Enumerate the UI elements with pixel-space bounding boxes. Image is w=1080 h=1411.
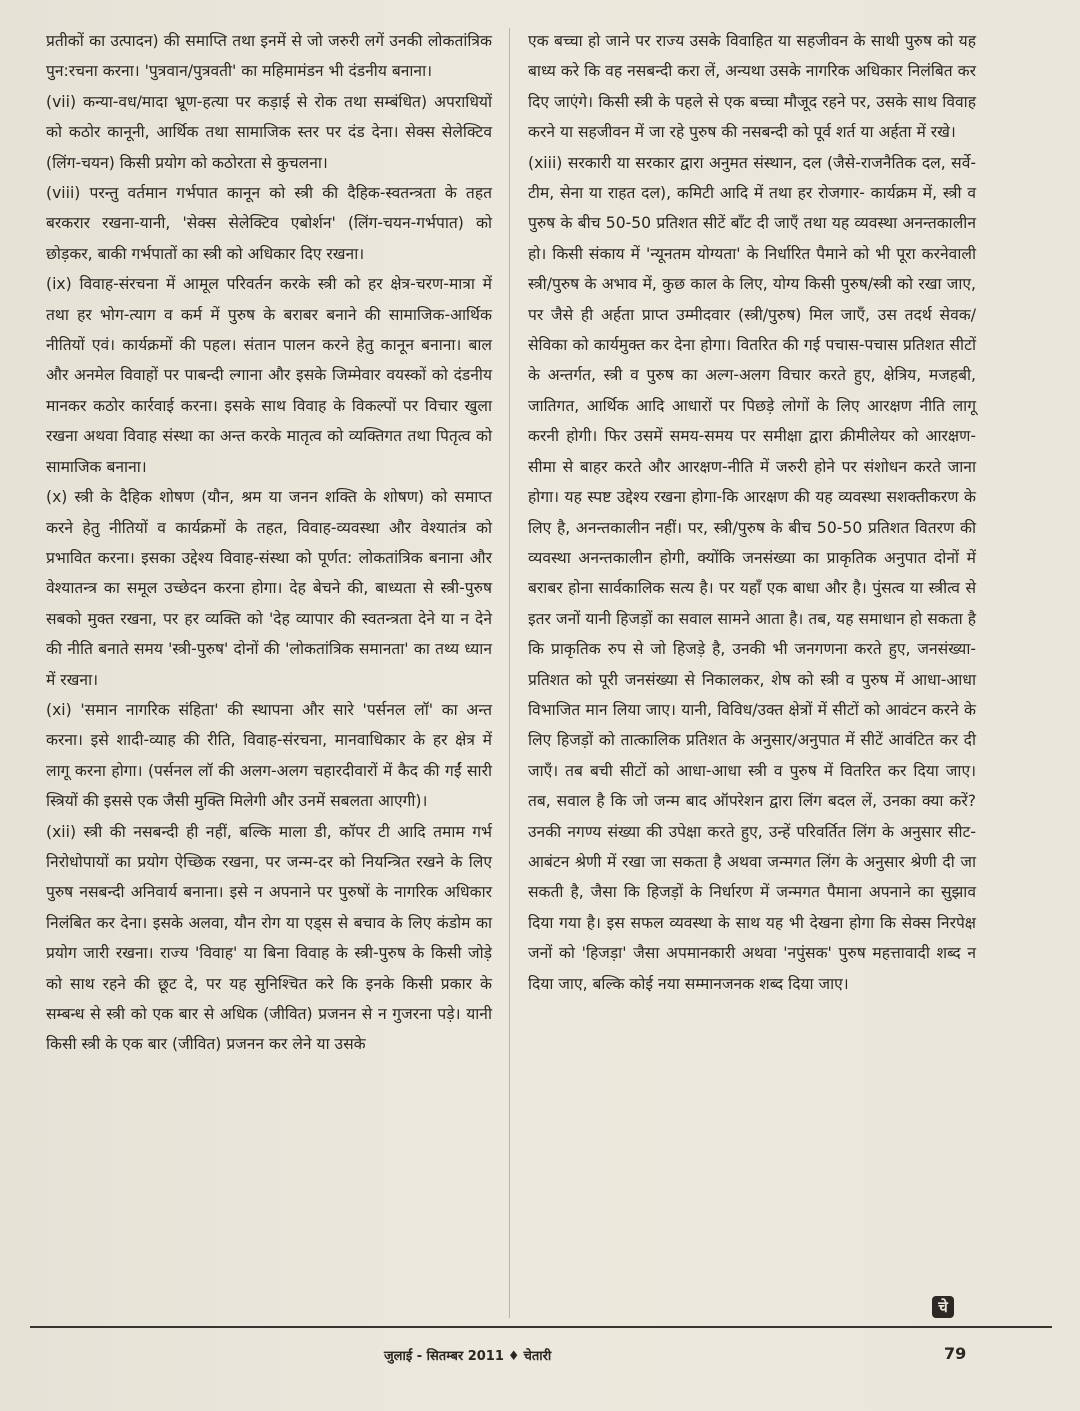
right-column	[528, 26, 976, 999]
column-divider	[509, 28, 510, 1318]
paragraph: (xi) 'समान नागरिक संहिता' की स्थापना और सारे 'पर्सनल लॉ' का अन्त करना। इसे शादी-व्याह की रीति, विवाह-संरचना, मानवाधिकार के हर क्षेत्र में लागू करना होगा। (पर्सनल लॉ की अलग-अलग चहारदीवारों में कैद की गईं सारी स्त्रियों की इससे एक जैसी मुक्ति मिलेगी और उनमें सबलता आएगी)।	[46, 700, 492, 811]
paragraph: (xii) स्त्री की नसबन्दी ही नहीं, बल्कि माला डी, कॉपर टी आदि तमाम गर्भ निरोधोपायों का प्रयोग ऐच्छिक रखना, पर जन्म-दर को नियन्त्रित रखने के लिए पुरुष नसबन्दी अनिवार्य बनाना। इसे न अपनाने पर पुरुषों के नागरिक अधिकार निलंबित कर देना। इसके अलवा, यौन रोग या एड्स से बचाव के लिए कंडोम का प्रयोग जारी रखना। राज्य 'विवाह' या बिना विवाह के स्त्री-पुरुष के किसी जोड़े को साथ रहने की छूट दे, पर यह सुनिश्चित करे कि इनके किसी प्रकार के सम्बन्ध से स्त्री को एक बार से अधिक (जीवित) प्रजनन से न गुजरना पड़े। यानी किसी स्त्री के एक बार (जीवित) प्रजनन कर लेने या उसके	[46, 822, 492, 1054]
paragraph: (ix) विवाह-संरचना में आमूल परिवर्तन करके स्त्री को हर क्षेत्र-चरण-मात्रा में तथा हर भोग-त्याग व कर्म में पुरुष के बराबर बनाने की सामाजिक-आर्थिक नीतियों एवं। कार्यक्रमों की पहल। संतान पालन करने हेतु कानून बनाना। बाल और अनमेल विवाहों पर पाबन्दी ल्गाना और इसके जिम्मेवार वयस्कों को दंडनीय मानकर कठोर कार्रवाई करना। इसके साथ विवाह के विकल्पों पर विचार खुला रखना अथवा विवाह संस्था का अन्त करके मातृत्व को व्यक्तिगत तथा पितृत्व को सामाजिक बनाना।	[46, 275, 492, 476]
left-column	[46, 26, 492, 1060]
paragraph: (xiii) सरकारी या सरकार द्वारा अनुमत संस्थान, दल (जैसे-राजनैतिक दल, सर्वे-टीम, सेना या राहत दल), कमिटी आदि में तथा हर रोजगार- कार्यक्रम में, स्त्री व पुरुष के बीच 50-50 प्रतिशत सीटें बाँट दी जाएँ तथा यह व्यवस्था अनन्तकालीन हो। किसी संकाय में 'न्यूनतम योग्यता' के निर्धारित पैमाने को भी पूरा करनेवाली स्त्री/पुरुष के अभाव में, कुछ काल के लिए, योग्य किसी पुरुष/स्त्री को रखा जाए, पर जैसे ही अर्हता प्राप्त उम्मीदवार (स्त्री/पुरुष) मिल जाएँ, उस तदर्थ सेवक/सेविका को कार्यमुक्त कर देना होगा। वितरित की गई पचास-पचास प्रतिशत सीटों के अन्तर्गत, स्त्री व पुरुष का अल्ग-अलग विचार करते हुए, क्षेत्रिय, मजहबी, जातिगत, आर्थिक आदि आधारों पर पिछड़े लोगों के लिए आरक्षण नीति लागू करनी होगी। फिर उसमें समय-समय पर समीक्षा द्वारा क्रीमीलेयर को आरक्षण-सीमा से बाहर करते और आरक्षण-नीति में जरुरी होने पर संशोधन करते जाना होगा। यह स्पष्ट उद्देश्य रखना होगा-कि आरक्षण की यह व्यवस्था सशक्तीकरण के लिए है, अनन्तकालीन नहीं। पर, स्त्री/पुरुष के बीच 50-50 प्रतिशत वितरण की व्यवस्था अनन्तकालीन होगी, क्योंकि जनसंख्या का प्राकृतिक अनुपात दोनों में बराबर होना सार्वकालिक सत्य है। पर यहाँ एक बाधा और है। पुंसत्व या स्त्रीत्व से इतर जनों यानी हिजड़ों का सवाल सामने आता है। तब, यह समाधान हो सकता है कि प्राकृतिक रुप से जो हिजड़े है, उनकी भी जनगणना करते हुए, जनसंख्या-प्रतिशत को पूरी जनसंख्या से निकालकर, शेष को स्त्री व पुरुष में आधा-आधा विभाजित मान लिया जाए। यानी, विविध/उक्त क्षेत्रों में सीटों को आवंटन करने के लिए हिजड़ों को तात्कालिक प्रतिशत के अनुसार/अनुपात में सीटें आवंटित कर दी जाएँ। तब बची सीटों को आधा-आधा स्त्री व पुरुष में वितरित कर दिया जाए। तब, सवाल है कि जो जन्म बाद ऑपरेशन द्वारा लिंग बदल लें, उनका क्या करें? उनकी नगण्य संख्या की उपेक्षा करते हुए, उन्हें परिवर्तित लिंग के अनुसार सीट-आबंटन श्रेणी में रखा जा सकता है अथवा जन्मगत लिंग के अनुसार श्रेणी दी जा सकती है, जैसा कि हिजड़ों के निर्धारण में जन्मगत पैमाना अपनाने का सुझाव दिया गया है। इस सफल व्यवस्था के साथ यह भी देखना होगा कि सेक्स निरपेक्ष जनों को 'हिजड़ा' जैसा अपमानकारी अथवा 'नपुंसक' पुरुष महत्तावादी शब्द न दिया जाए, बल्कि कोई नया सम्मानजनक शब्द दिया जाए।	[528, 153, 976, 993]
article-end-icon: चे	[932, 1296, 954, 1318]
paragraph: एक बच्चा हो जाने पर राज्य उसके विवाहित या सहजीवन के साथी पुरुष को यह बाध्य करे कि वह नसबन्दी करा लें, अन्यथा उसके नागरिक अधिकार निलंबित कर दिए जाएंगे। किसी स्त्री के पहले से एक बच्चा मौजूद रहने पर, उसके साथ विवाह करने या सहजीवन में जा रहे पुरुष की नसबन्दी को पूर्व शर्त या अर्हता में रखे।	[528, 32, 976, 142]
paragraph: (x) स्त्री के दैहिक शोषण (यौन, श्रम या जनन शक्ति के शोषण) को समाप्त करने हेतु नीतियों व कार्यक्रमों के तहत, विवाह-व्यवस्था और वेश्यातंत्र को प्रभावित करना। इसका उद्देश्य विवाह-संस्था को पूर्णत: लोकतांत्रिक बनाना और वेश्यातन्त्र का समूल उच्छेदन करना होगा। देह बेचने की, बाध्यता से स्त्री-पुरुष सबको मुक्त रखना, पर हर व्यक्ति को 'देह व्यापार की स्वतन्त्रता देने या न देने की नीति बनाते समय 'स्त्री-पुरुष' दोनों की 'लोकतांत्रिक समानता' का तथ्य ध्यान में रखना।	[46, 488, 492, 689]
magazine-name: चेतारी	[523, 1349, 552, 1364]
paragraph: (viii) परन्तु वर्तमान गर्भपात कानून को स्त्री की दैहिक-स्वतन्त्रता के तहत बरकरार रखना-यानी, 'सेक्स सेलेक्टिव एबोर्शन' (लिंग-चयन-गर्भपात) को छोड़कर, बाकी गर्भपातों का स्त्री को अधिकार दिए रखना।	[46, 184, 492, 263]
page-number: 79	[944, 1344, 967, 1363]
diamond-separator-icon: ♦	[507, 1349, 520, 1364]
footer-rule	[30, 1326, 1052, 1328]
footer-issue-info	[384, 1346, 551, 1364]
issue-date: जुलाई - सितम्बर 2011	[384, 1349, 504, 1364]
paragraph: प्रतीकों का उत्पादन) की समाप्ति तथा इनमें से जो जरुरी लगें उनकी लोकतांत्रिक पुन:रचना करना। 'पुत्रवान/पुत्रवती' का महिमामंडन भी दंडनीय बनाना।	[46, 32, 492, 81]
paragraph: (vii) कन्या-वध/मादा भ्रूण-हत्या पर कड़ाई से रोक तथा सम्बंधित) अपराधियों को कठोर कानूनी, आर्थिक तथा सामाजिक स्तर पर दंड देना। सेक्स सेलेक्टिव (लिंग-चयन) किसी प्रयोग को कठोरता से कुचलना।	[46, 92, 492, 172]
